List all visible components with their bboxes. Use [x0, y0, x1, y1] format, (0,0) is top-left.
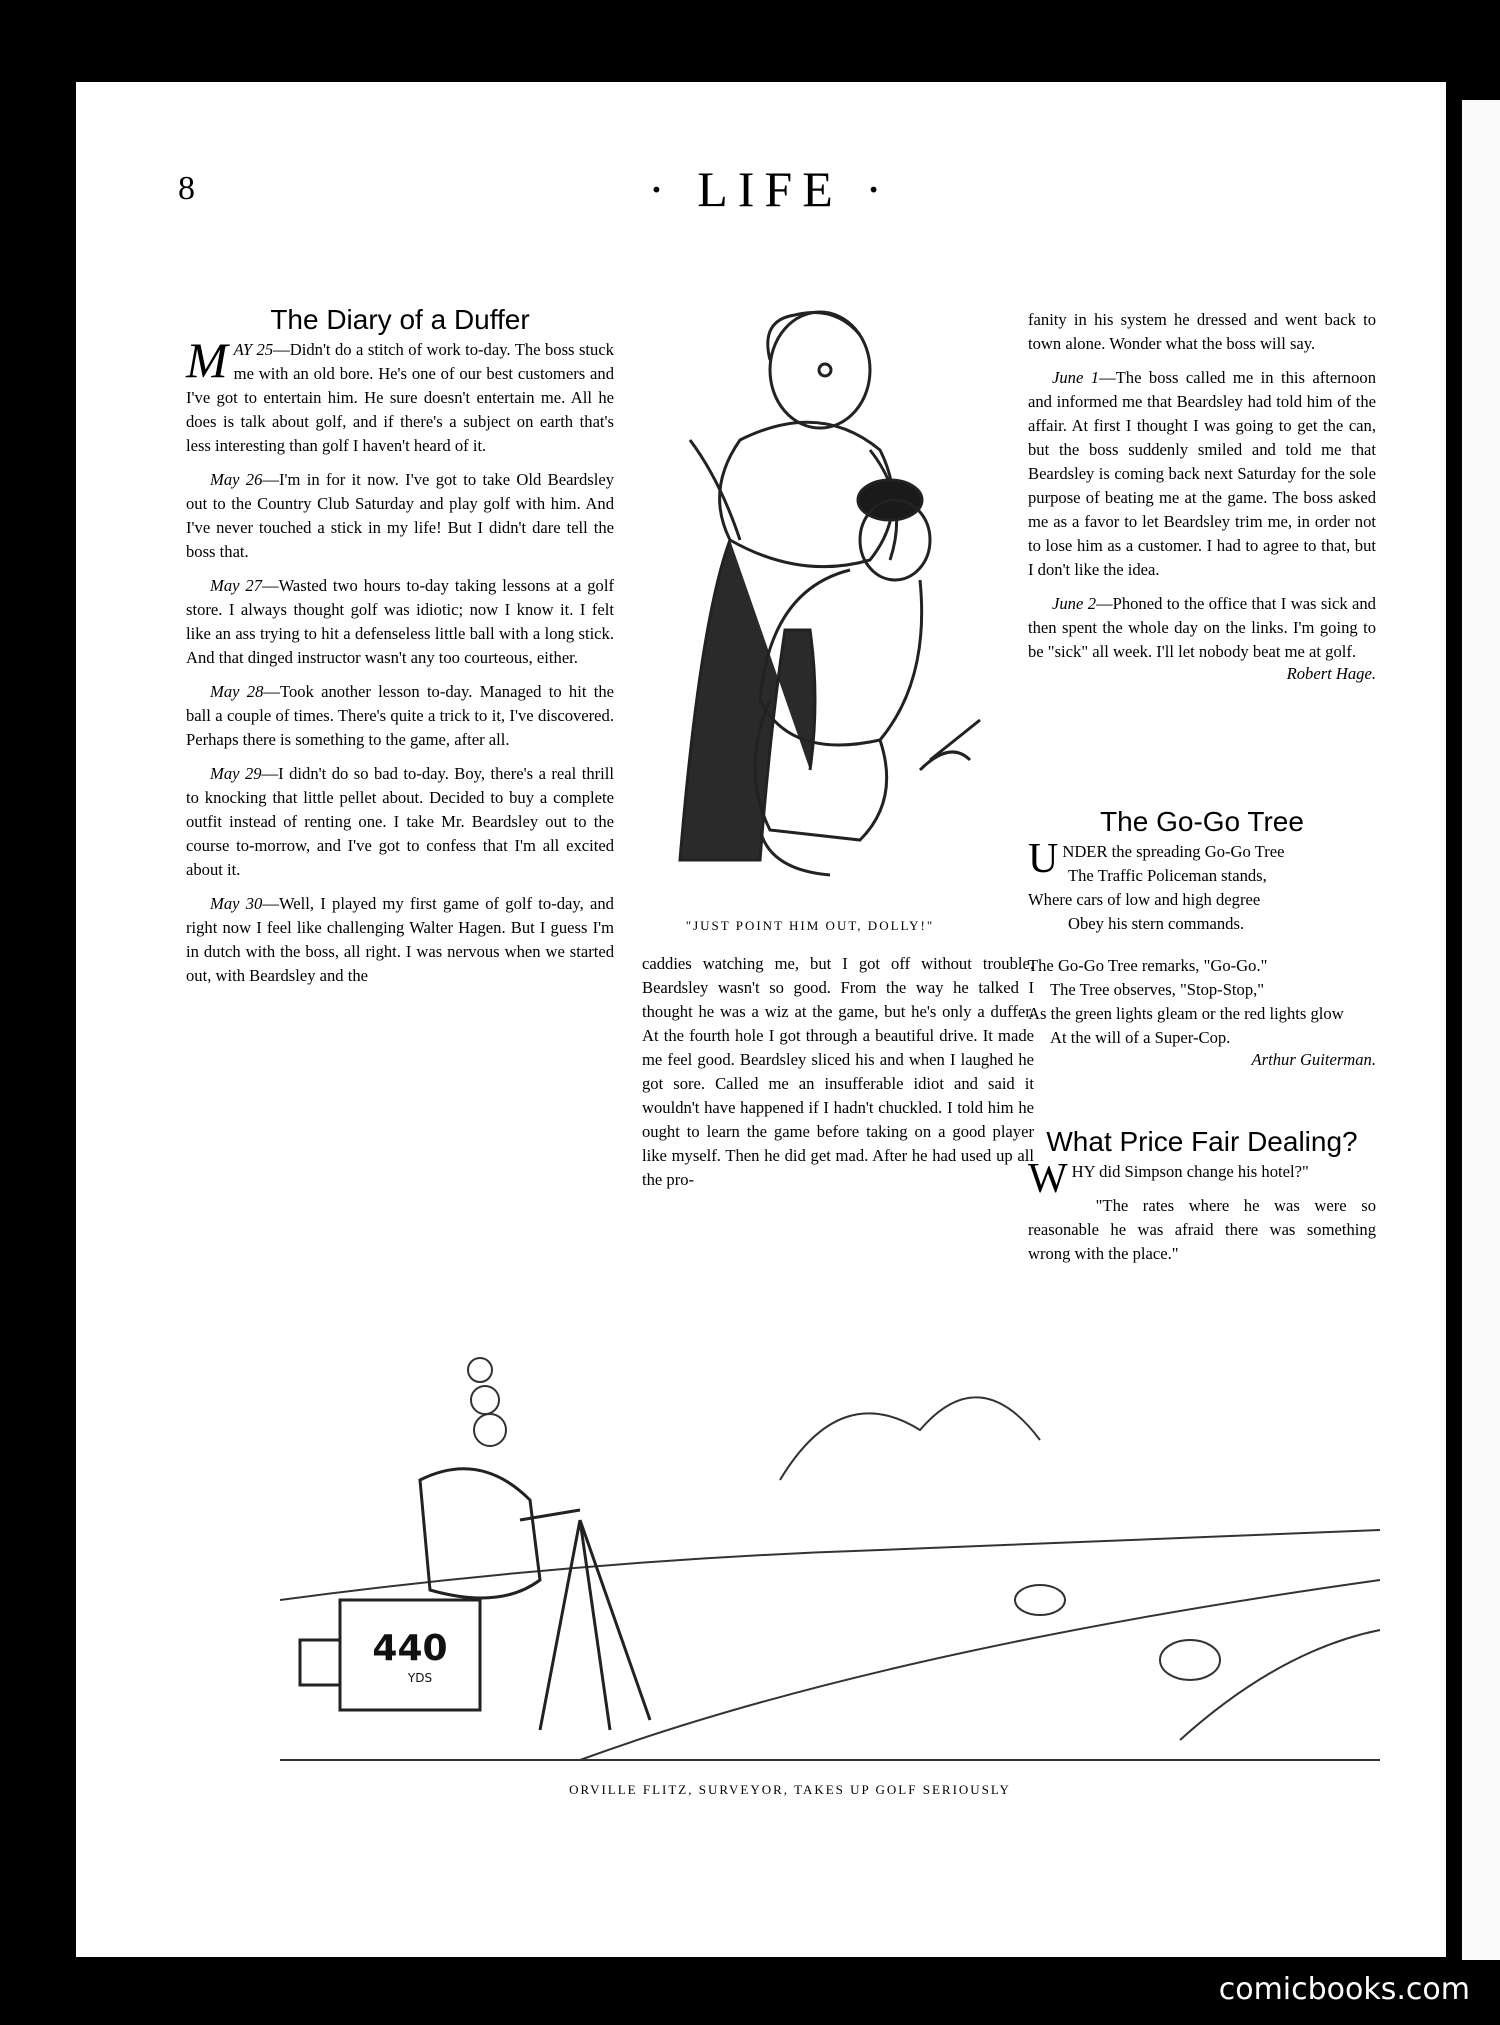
drop-cap: U [1028, 836, 1059, 882]
masthead: · LIFE · [648, 161, 892, 217]
diary-entry: May 28—Took another lesson to-day. Managed to hit the ball a couple of times. There's quite a trick to it, I've discovered. Perhaps there is something to the game, after all. [186, 682, 614, 749]
poem-go-go-tree [1028, 806, 1376, 1090]
diary-continuation: fanity in his system he dressed and went back to town alone. Wonder what the boss will say. [1028, 310, 1376, 353]
diary-entry: May 26—I'm in for it now. I've got to take Old Beardsley out to the Country Club Saturday and play golf with him. And I've never touched a stick in my life! But I didn't dare tell the boss that. [186, 470, 614, 561]
diary-column-3 [1028, 308, 1376, 696]
cartoon-illustration-golfers [620, 300, 1000, 900]
author-signature: Arthur Guiterman. [1251, 1050, 1376, 1069]
diary-title: The Diary of a Duffer [270, 304, 530, 335]
cartoon-illustration-surveyor [280, 1320, 1390, 1780]
diary-column-2 [642, 952, 1034, 1202]
drop-cap: M [186, 332, 228, 388]
diary-entry: June 1—The boss called me in this afternoon and informed me that Beardsley had told him of the affair. At first I thought I was going to get the can, but the boss suddenly smiled and told me that Beardsley is coming back next Saturday for the sole purpose of beating me at the game. The boss asked me as a favor to let Beardsley trim me, in order not to lose him as a customer. I had to agree to that, but I don't like the idea. [1028, 368, 1376, 579]
joke-fair-dealing: What Price Fair Dealing? WHY did Simpson change his hotel?" "The rates where he was were so reasonable he was afraid there was something wrong with the place." [1028, 1126, 1376, 1263]
diary-entry: May 27—Wasted two hours to-day taking lessons at a golf store. I always thought golf was idiotic; now I know it. I felt like an ass trying to hit a defenseless little ball with a long stick. And that dinged instructor wasn't any too courteous, either. [186, 576, 614, 667]
page-number: 8 [178, 170, 195, 207]
diary-entry: May 29—I didn't do so bad to-day. Boy, there's a real thrill to knocking that little pellet about. Decided to buy a complete outfit instead of renting one. I take Mr. Beardsley out to the course to-morrow, and I've got to confess that I'm all excited about it. [186, 764, 614, 879]
poem-stanza: UNDER the spreading Go-Go Tree The Traffic Policeman stands, Where cars of low and high degree Obey his stern commands. [1028, 836, 1285, 933]
diary-entry: June 2—Phoned to the office that I was sick and then spent the whole day on the links. I'm going to be "sick" all week. I'll let nobody beat me at golf. Robert Hage. [1028, 592, 1376, 686]
diary-continuation: caddies watching me, but I got off without trouble. Beardsley wasn't so good. From the way he talked I thought he was a wiz at the game, but he's only a duffer. At the fourth hole I got through a beautiful drive. It made me feel good. Beardsley sliced his and when I laughed he got sore. Called me an insufferable idiot and said it wouldn't have happened if I hadn't chuckled. I told him he ought to learn the game before taking on a good player like myself. Then he did get mad. After he had used up all the pro- [642, 954, 1034, 1189]
diary-column-1 [186, 304, 614, 998]
poem-stanza: The Go-Go Tree remarks, "Go-Go." The Tree observes, "Stop-Stop," As the green lights gleam or the red lights glow At the will of a Super-Cop. Arthur Guiterman. [1028, 954, 1376, 1072]
drop-cap: W [1028, 1156, 1068, 1202]
yardage-sign-unit: YDS [407, 1671, 433, 1685]
diary-entry: May 30—Well, I played my first game of golf to-day, and right now I feel like challenging Walter Hagen. But I guess I'm in dutch with the boss, all right. I was nervous when we started out, with Beardsley and the [186, 894, 614, 985]
watermark: comicbooks.com [1218, 1972, 1470, 2007]
joke-title: What Price Fair Dealing? [1046, 1126, 1358, 1157]
yardage-sign-number: 440 [372, 1628, 448, 1669]
cartoon-caption: "JUST POINT HIM OUT, DOLLY!" [685, 918, 935, 933]
author-signature: Robert Hage. [1286, 664, 1376, 683]
diary-entry: MAY 25—Didn't do a stitch of work to-day. The boss stuck me with an old bore. He's one of our best customers and I've got to entertain him. He sure doesn't entertain me. All he does is talk about golf, and if there's a subject on earth that's less interesting than golf I haven't heard of it. [186, 332, 614, 455]
adjacent-page-edge [1462, 100, 1500, 1960]
cartoon-caption: ORVILLE FLITZ, SURVEYOR, TAKES UP GOLF SERIOUSLY [569, 1782, 1011, 1797]
poem-title: The Go-Go Tree [1100, 806, 1304, 837]
